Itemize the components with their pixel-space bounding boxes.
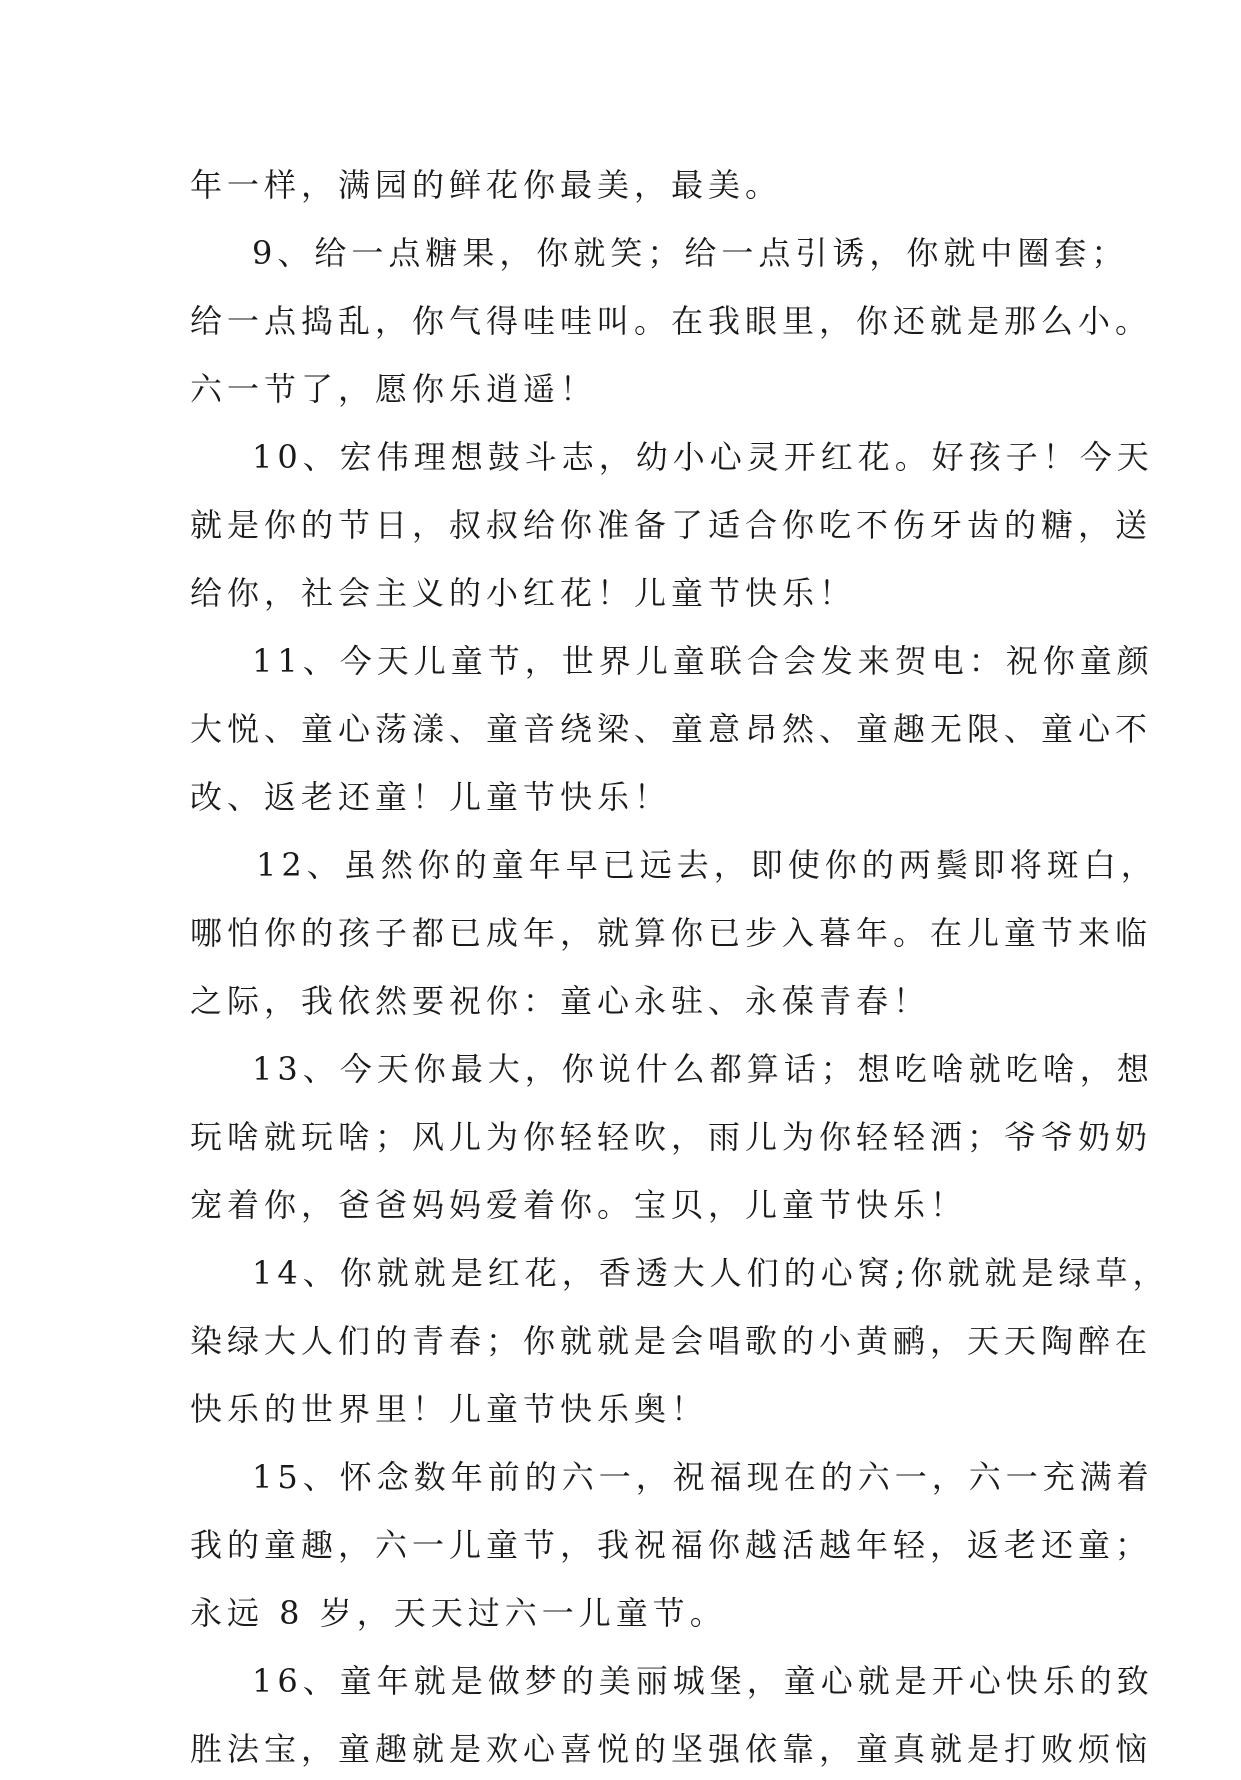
paragraph-line: 胜法宝，童趣就是欢心喜悦的坚强依靠，童真就是打败烦恼 [190,1730,1153,1768]
paragraph-line: 染绿大人们的青春；你就就是会唱歌的小黄鹂，天天陶醉在 [190,1322,1153,1360]
paragraph-line: 玩啥就玩啥；风儿为你轻轻吹，雨儿为你轻轻洒；爷爷奶奶 [190,1118,1153,1156]
paragraph-line: 16、童年就是做梦的美丽城堡，童心就是开心快乐的致 [252,1662,1154,1700]
paragraph-line: 之际，我依然要祝你：童心永驻、永葆青春！ [190,982,931,1020]
paragraph-line: 14、你就就是红花，香透大人们的心窝;你就就是绿草， [252,1254,1170,1292]
paragraph-line: 大悦、童心荡漾、童音绕梁、童意昂然、童趣无限、童心不 [190,710,1153,748]
paragraph-line: 改、返老还童！儿童节快乐！ [190,778,672,816]
paragraph-line: 快乐的世界里！儿童节快乐奥！ [190,1390,709,1428]
paragraph-line: 就是你的节日，叔叔给你准备了适合你吃不伤牙齿的糖，送 [190,506,1153,544]
paragraph-line: 给一点捣乱，你气得哇哇叫。在我眼里，你还就是那么小。 [190,302,1153,340]
paragraph-line: 13、今天你最大，你说什么都算话；想吃啥就吃啥，想 [252,1050,1154,1088]
paragraph-line: 我的童趣，六一儿童节，我祝福你越活越年轻，返老还童； [190,1526,1153,1564]
paragraph-line: 哪怕你的孩子都已成年，就算你已步入暮年。在儿童节来临 [190,914,1153,952]
paragraph-line: 9、给一点糖果，你就笑；给一点引诱，你就中圈套； [252,234,1129,272]
paragraph-line: 15、怀念数年前的六一，祝福现在的六一，六一充满着 [252,1458,1154,1496]
paragraph-line: 宠着你，爸爸妈妈爱着你。宝贝，儿童节快乐！ [190,1186,968,1224]
paragraph-line: 六一节了，愿你乐逍遥！ [190,370,598,408]
paragraph-line: 永远 8 岁，天天过六一儿童节。 [190,1594,727,1632]
paragraph-line: 年一样，满园的鲜花你最美，最美。 [190,166,783,204]
paragraph-line: 给你，社会主义的小红花！儿童节快乐！ [190,574,857,612]
paragraph-line: 12、虽然你的童年早已远去，即使你的两鬓即将斑白， [256,846,1158,884]
paragraph-line: 11、今天儿童节，世界儿童联合会发来贺电：祝你童颜 [252,642,1154,680]
paragraph-line: 10、宏伟理想鼓斗志，幼小心灵开红花。好孩子！今天 [252,438,1154,476]
document-body [190,154,1170,1780]
